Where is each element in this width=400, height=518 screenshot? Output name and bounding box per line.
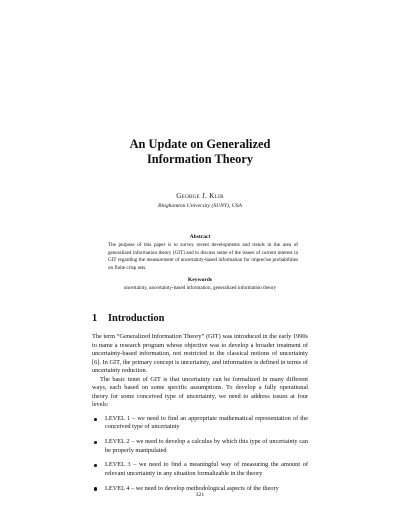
list-item-level-2 bbox=[92, 438, 308, 455]
section-heading bbox=[92, 312, 164, 325]
section-title: Introduction bbox=[108, 313, 165, 324]
bullet-icon bbox=[94, 441, 97, 444]
list-item-text: LEVEL 1 – we need to find an appropriate mathematical representation of the conceived type of uncertainty bbox=[105, 414, 308, 431]
list-item-text: LEVEL 2 – we need to develop a calculus by which this type of uncertainty can be properly manipulated bbox=[105, 438, 308, 454]
paper-title-line-1: An Update on Generalized bbox=[129, 137, 271, 151]
abstract-text: The purpose of this paper is to survey recent developments and trends in the area of generalized information theory (GIT) and to discuss some of the issues of current interest in GIT regarding the measurement of uncertainty-based information for imprecise probabilities on finite crisp sets. bbox=[108, 242, 298, 271]
paragraph-1: The term “Generalized Information Theory” (GIT) was introduced in the early 1990s to name a research program whose objective was to develop a broader treatment of uncertainty-based information, not restricted to the classical notions of uncertainty [6]. In GIT, the primary concept is uncertainty, and information is defined in terms of uncertainty reduction. bbox=[92, 333, 308, 375]
levels-list bbox=[92, 415, 308, 493]
page-number: 321 bbox=[195, 492, 205, 498]
keywords-text: uncertainty, uncertainty-based information, generalized information theory bbox=[123, 285, 277, 291]
bullet-icon bbox=[94, 418, 97, 421]
bullet-icon bbox=[94, 464, 97, 467]
paper-title bbox=[0, 137, 400, 167]
author-name: George J. Klir bbox=[176, 192, 224, 200]
list-item-level-3 bbox=[92, 461, 308, 478]
paper-title-line-2: Information Theory bbox=[146, 152, 254, 166]
list-item-level-1 bbox=[92, 415, 308, 432]
section-number: 1 bbox=[92, 313, 98, 324]
list-item-text: LEVEL 4 – we need to develop methodological aspects of the theory bbox=[105, 484, 279, 492]
abstract-heading: Abstract bbox=[189, 234, 211, 240]
list-item-text: LEVEL 3 – we need to find a meaningful way of measuring the amount of relevant uncertainty in any situation formalizable in the theory bbox=[105, 461, 308, 478]
author-affiliation: Binghamton University (SUNY), USA bbox=[158, 203, 242, 209]
keywords-heading: Keywords bbox=[187, 277, 213, 283]
paragraph-2: The basic tenet of GIT is that uncertainty can be formalized in many different ways, each based on some specific assumptions. To develop a fully operational theory for some conceived type of uncertainty, we need to address issues at four levels: bbox=[92, 375, 308, 409]
section-body bbox=[92, 333, 308, 500]
